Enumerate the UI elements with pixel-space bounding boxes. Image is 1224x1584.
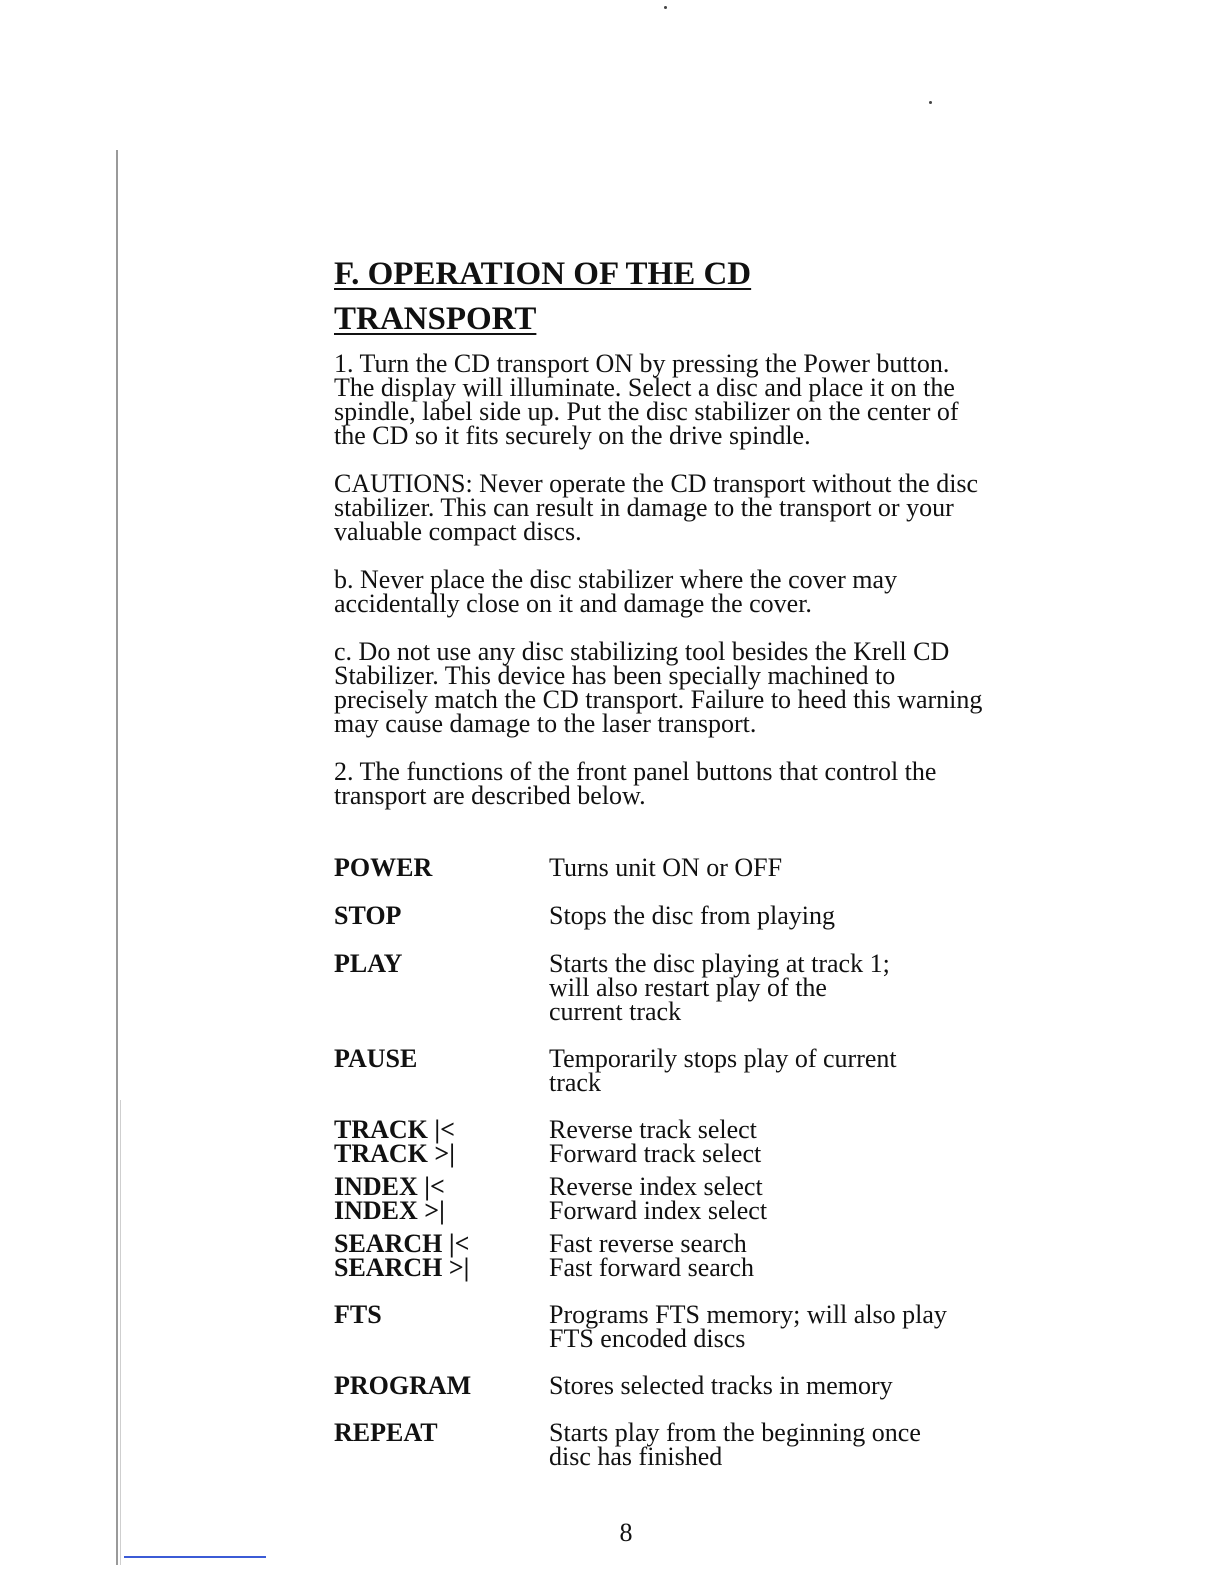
button-name: PAUSE <box>334 1044 418 1073</box>
function-row-power <box>334 853 994 882</box>
function-row-stop <box>334 901 994 930</box>
function-row-play <box>334 949 994 1026</box>
button-description: Starts play from the beginning once disc has finished <box>549 1418 921 1471</box>
function-row-pause <box>334 1044 994 1097</box>
button-name: REPEAT <box>334 1418 438 1447</box>
button-name: PROGRAM <box>334 1371 472 1400</box>
button-name: FTS <box>334 1300 382 1329</box>
button-description: Stops the disc from playing <box>549 901 835 930</box>
cautions-paragraph: CAUTIONS: Never operate the CD transport without the disc stabilizer. This can result in damage to the transport or your valuable compact discs. <box>334 469 979 546</box>
caution-b-paragraph: b. Never place the disc stabilizer where the cover may accidentally close on it and damage the cover. <box>334 565 898 618</box>
scan-speck <box>929 101 932 104</box>
button-description: Stores selected tracks in memory <box>549 1371 893 1400</box>
button-description: Reverse index select Forward index select <box>549 1172 768 1225</box>
function-row-repeat <box>334 1418 994 1471</box>
button-name: STOP <box>334 901 402 930</box>
bottom-rule <box>124 1556 266 1558</box>
step-1-paragraph: 1. Turn the CD transport ON by pressing the Power button. The display will illuminate. Select a disc and place it on the spindle, label side up. Put the disc stabilizer on the center of the CD so it fits securely on the drive spindle. <box>334 349 959 450</box>
button-name: TRACK |< TRACK >| <box>334 1115 455 1168</box>
caution-c-paragraph: c. Do not use any disc stabilizing tool besides the Krell CD Stabilizer. This device has been specially machined to precisely match the CD transport. Failure to heed this warning may cause damage to the laser transport. <box>334 637 983 738</box>
section-content <box>334 252 994 832</box>
step-2-paragraph: 2. The functions of the front panel buttons that control the transport are described below. <box>334 757 937 810</box>
function-row-track <box>334 1115 994 1168</box>
button-description: Starts the disc playing at track 1; will also restart play of the current track <box>549 949 890 1026</box>
function-row-program <box>334 1371 994 1400</box>
page-number: 8 <box>619 1518 633 1547</box>
page-binding-edge <box>116 150 118 1565</box>
function-row-fts <box>334 1300 994 1353</box>
button-description: Turns unit ON or OFF <box>549 853 783 882</box>
page-binding-edge-secondary <box>120 1100 121 1565</box>
section-title-line-2: TRANSPORT <box>334 301 537 337</box>
button-description: Programs FTS memory; will also play FTS encoded discs <box>549 1300 947 1353</box>
button-name: SEARCH |< SEARCH >| <box>334 1229 470 1282</box>
section-title-line-1: F. OPERATION OF THE CD <box>334 256 752 292</box>
section-title <box>334 252 994 342</box>
button-name: PLAY <box>334 949 403 978</box>
function-row-index <box>334 1172 994 1225</box>
button-description: Temporarily stops play of current track <box>549 1044 897 1097</box>
button-name: POWER <box>334 853 433 882</box>
scan-speck <box>664 6 667 9</box>
button-description: Fast reverse search Fast forward search <box>549 1229 755 1282</box>
function-row-search <box>334 1229 994 1282</box>
button-description: Reverse track select Forward track select <box>549 1115 762 1168</box>
button-function-table <box>334 853 994 1471</box>
button-name: INDEX |< INDEX >| <box>334 1172 445 1225</box>
